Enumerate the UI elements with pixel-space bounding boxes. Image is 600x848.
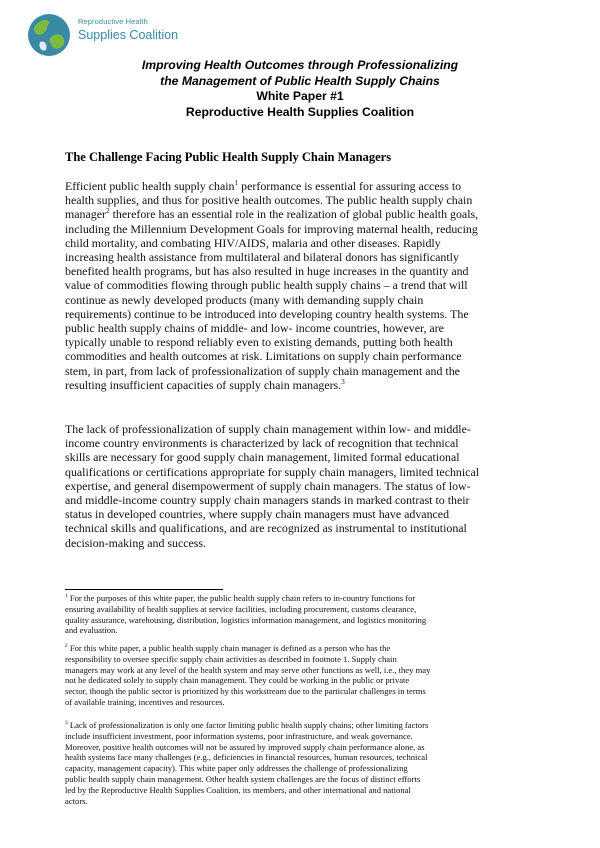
paragraph-line: commodities and health outcomes at risk. Limitations on supply chain performance	[65, 349, 462, 364]
paragraph-line: expertise, and general disempowerment of supply chain managers. The status of low-	[65, 478, 471, 493]
text-run: Efficient public health supply chain	[65, 179, 235, 193]
footnote-line: actors.	[65, 795, 88, 806]
footnote-ref-2: 2	[105, 206, 110, 216]
footnote-number: 1	[65, 593, 68, 600]
footnote-3	[65, 720, 540, 806]
paragraph-line	[65, 179, 537, 193]
footnote-1	[65, 593, 540, 636]
footnote-number: 2	[65, 643, 68, 650]
footnote-line	[65, 720, 540, 731]
footnote-line: include insufficient investment, poor information systems, poor infrastructure, and weak governance.	[65, 730, 413, 741]
paragraph-line: requirements) continue to be introduced into developing country health systems. The	[65, 306, 469, 321]
footnote-line: health systems face many challenges (e.g., deficiencies in financial resources, human resources, technical	[65, 752, 428, 763]
paragraph-line: status in developed countries, where supply chain managers must have advanced	[65, 507, 450, 522]
paragraph-1	[65, 179, 537, 392]
footnote-divider	[65, 589, 223, 590]
footnote-line: of available training, incentives and resources.	[65, 696, 225, 707]
paragraph-line: health supplies, and thus for positive health outcomes. The public health supply chain	[65, 193, 473, 208]
text-run: Lack of professionalization is only one factor limiting public health supply chains; other limiting factors	[67, 720, 429, 730]
paragraph-line: typically unable to respond reliably even to existing demands, putting both health	[65, 335, 453, 350]
footnote-line: managers may work at any level of the health system and may serve other functions as well, i.e., they may	[65, 664, 431, 675]
footnote-line	[65, 643, 540, 654]
paragraph-2	[65, 422, 537, 550]
paragraph-line: value of commodities flowing through public health supply chains – a trend that will	[65, 278, 468, 293]
footnote-2	[65, 643, 540, 708]
text-run: For the purposes of this white paper, the public health supply chain refers to in-country functions for	[67, 593, 416, 603]
paragraph-line: child mortality, and combating HIV/AIDS, malaria and other diseases. Rapidly	[65, 235, 441, 250]
paragraph-line: skills are necessary for good supply chain management, limited formal educational	[65, 450, 460, 465]
footnote-ref-3: 3	[341, 376, 345, 386]
rhsc-logo	[26, 12, 226, 56]
footnote-line: Moreover, positive health outcomes will not be assured by improved supply chain performance alone, as	[65, 741, 425, 752]
paragraph-line: and middle-income country supply chain managers stands in marked contrast to their	[65, 493, 470, 508]
title-line-1: Improving Health Outcomes through Professionalizing	[141, 58, 459, 72]
footnote-line: responsibility to oversee specific supply chain activities as described in footnote 1. Supply chain	[65, 653, 397, 664]
text-run: manager	[65, 207, 106, 222]
organization-name: Reproductive Health Supplies Coalition	[185, 104, 415, 119]
paragraph-line: income country environments is characterized by lack of recognition that technical	[65, 436, 459, 451]
paragraph-line: qualifications or certifications appropriate for supply chain managers, limited technical	[65, 464, 480, 479]
text-run: resulting insufficient capacities of supply chain managers.	[65, 377, 342, 392]
title-line-2: the Management of Public Health Supply Chains	[160, 73, 440, 88]
paragraph-line: decision-making and success.	[65, 535, 206, 550]
footnote-line: not be dedicated solely to supply chain management. They could be working in the public or private	[65, 675, 410, 686]
footnote-line: quality assurance, warehousing, distribution, logistics information management, and logistics monitoring	[65, 614, 427, 625]
logo-line-2: Supplies Coalition	[78, 28, 179, 42]
text-run: performance is essential for assuring access to	[238, 179, 462, 193]
document-subtitle: White Paper #1	[256, 89, 344, 103]
paragraph-line: including the Millennium Development Goals for improving maternal health, reducing	[65, 221, 478, 236]
footnote-ref-1: 1	[234, 178, 239, 188]
document-header	[60, 58, 540, 120]
paragraph-line: continue as newly developed products (many with demanding supply chain	[65, 292, 424, 307]
logo-line-1: Reproductive Health	[78, 17, 148, 26]
paragraph-line	[65, 207, 537, 221]
globe-logo-icon	[26, 12, 72, 58]
footnote-line: ensuring availability of health supplies at service facilities, including procurement, customs clearance,	[65, 603, 417, 614]
footnote-line: capacity, management capacity). This white paper only addresses the challenge of professionalizing	[65, 763, 408, 774]
footnote-number: 3	[65, 720, 68, 727]
section-heading: The Challenge Facing Public Health Supply Chain Managers	[65, 150, 392, 164]
paragraph-line: technical skills and qualifications, and are recognized as instrumental to institutional	[65, 521, 467, 536]
text-run: therefore has an essential role in the realization of global public health goals,	[109, 207, 479, 222]
paragraph-line: public health supply chains of middle- and low- income countries, however, are	[65, 321, 444, 336]
footnote-line	[65, 593, 540, 604]
text-run: For this white paper, a public health supply chain manager is defined as a person who has the	[67, 643, 391, 653]
footnote-line: sector, though the public sector is prioritized by this workstream due to the particular challenges in terms	[65, 686, 426, 697]
paragraph-line: increasing health assistance from multilateral and bilateral donors has significantly	[65, 250, 459, 265]
paragraph-line: benefited health programs, but has also resulted in huge increases in the quantity and	[65, 264, 469, 279]
footnote-line: public health supply chain management. Other health system challenges are the focus of distinct efforts	[65, 773, 421, 784]
paragraph-line: stem, in part, from lack of professionalization of supply chain management and the	[65, 363, 460, 378]
paragraph-line	[65, 378, 537, 392]
paragraph-line: The lack of professionalization of supply chain management within low- and middle-	[65, 422, 471, 436]
footnote-line: led by the Reproductive Health Supplies Coalition, its members, and other international and national	[65, 784, 411, 795]
footnote-line: and evaluation.	[65, 625, 118, 636]
